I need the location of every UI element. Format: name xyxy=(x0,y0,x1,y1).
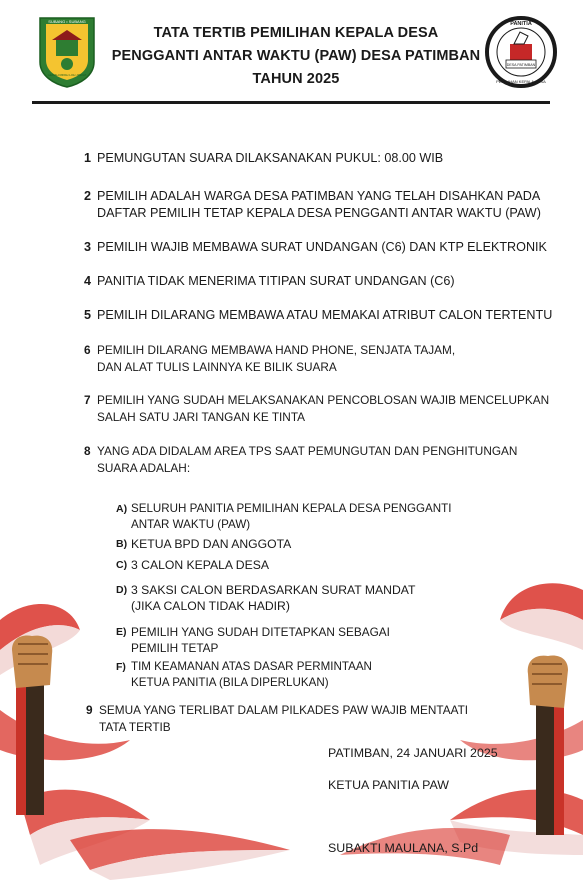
sub-item-label: A) xyxy=(116,503,128,515)
svg-text:SUBANG • SUBANG: SUBANG • SUBANG xyxy=(48,19,86,24)
rule-number: 6 xyxy=(84,343,91,357)
signature-place-date: PATIMBAN, 24 JANUARI 2025 xyxy=(328,746,498,760)
title-line-2: PENGGANTI ANTAR WAKTU (PAW) DESA PATIMBAN xyxy=(111,48,481,64)
rule-number: 1 xyxy=(84,151,92,165)
rule-text: SEMUA YANG TERLIBAT DALAM PILKADES PAW WAJIB MENTAATI xyxy=(99,703,469,717)
signature-position: KETUA PANITIA PAW xyxy=(328,778,449,792)
rule-number: 9 xyxy=(86,703,93,717)
sub-item-label: C) xyxy=(116,559,128,571)
sub-item-text: (JIKA CALON TIDAK HADIR) xyxy=(131,599,290,613)
rule-text: PANITIA TIDAK MENERIMA TITIPAN SURAT UNDANGAN (C6) xyxy=(97,274,455,288)
rule-text: TATA TERTIB xyxy=(99,720,171,734)
sub-item-text: ANTAR WAKTU (PAW) xyxy=(131,518,251,531)
rule-number: 5 xyxy=(84,308,92,322)
rule-text: YANG ADA DIDALAM AREA TPS SAAT PEMUNGUTAN DAN PENGHITUNGAN xyxy=(97,444,518,458)
election-committee-emblem-icon xyxy=(484,14,558,90)
rule-text: SALAH SATU JARI TANGAN KE TINTA xyxy=(97,410,306,424)
document-header xyxy=(0,0,583,106)
sub-item-text: PEMILIH YANG SUDAH DITETAPKAN SEBAGAI xyxy=(131,625,390,639)
rule-text: PEMILIH DILARANG MEMBAWA HAND PHONE, SENJATA TAJAM, xyxy=(97,343,456,357)
sub-item-label: F) xyxy=(116,661,126,673)
header-divider xyxy=(32,101,550,104)
svg-text:PANITIA: PANITIA xyxy=(510,21,532,27)
svg-text:PEMILIHAN KEPALA DESA: PEMILIHAN KEPALA DESA xyxy=(496,79,546,84)
sub-item-label: D) xyxy=(116,584,128,596)
rule-number: 8 xyxy=(84,444,91,458)
signature-name: SUBAKTI MAULANA, S.Pd xyxy=(328,841,479,855)
title-line-1: TATA TERTIB PEMILIHAN KEPALA DESA xyxy=(153,25,439,41)
rule-text: PEMILIH WAJIB MEMBAWA SURAT UNDANGAN (C6) DAN KTP ELEKTRONIK xyxy=(97,240,547,254)
sub-item-text: TIM KEAMANAN ATAS DASAR PERMINTAAN xyxy=(131,660,372,673)
rule-text: PEMILIH YANG SUDAH MELAKSANAKAN PENCOBLOSAN WAJIB MENCELUPKAN xyxy=(97,393,550,407)
rule-text: DAFTAR PEMILIH TETAP KEPALA DESA PENGGANTI ANTAR WAKTU (PAW) xyxy=(97,206,541,220)
sub-item-text: SELURUH PANITIA PEMILIHAN KEPALA DESA PENGGANTI xyxy=(131,502,452,515)
sub-item-label: B) xyxy=(116,538,128,550)
rule-text: PEMUNGUTAN SUARA DILAKSANAKAN PUKUL: 08.00 WIB xyxy=(97,151,444,165)
rule-number: 2 xyxy=(84,189,92,203)
sub-item-text: 3 SAKSI CALON BERDASARKAN SURAT MANDAT xyxy=(131,583,416,597)
rule-text: PEMILIH DILARANG MEMBAWA ATAU MEMAKAI ATRIBUT CALON TERTENTU xyxy=(97,308,553,322)
sub-item-text: KETUA PANITIA (BILA DIPERLUKAN) xyxy=(131,676,329,689)
rule-text: PEMILIH ADALAH WARGA DESA PATIMBAN YANG TELAH DISAHKAN PADA xyxy=(97,189,541,203)
raised-fist-right-icon xyxy=(522,650,572,840)
title-line-3: TAHUN 2025 xyxy=(252,71,340,87)
rule-text: DAN ALAT TULIS LAINNYA KE BILIK SUARA xyxy=(97,360,337,374)
rule-number: 3 xyxy=(84,240,92,254)
sub-item-text: KETUA BPD DAN ANGGOTA xyxy=(131,537,292,551)
rule-number: 7 xyxy=(84,393,91,407)
document-title xyxy=(110,22,482,91)
sub-item-text: 3 CALON KEPALA DESA xyxy=(131,558,269,572)
rule-number: 4 xyxy=(84,274,92,288)
svg-text:DESA PATIMBAN: DESA PATIMBAN xyxy=(506,63,536,67)
svg-text:GEMAH RIPAH LOH JINAWI: GEMAH RIPAH LOH JINAWI xyxy=(47,73,87,77)
sub-item-text: PEMILIH TETAP xyxy=(131,641,219,655)
rule-text: SUARA ADALAH: xyxy=(97,461,191,475)
sub-item-label: E) xyxy=(116,626,127,638)
regency-crest-icon xyxy=(38,14,96,88)
raised-fist-left-icon xyxy=(8,630,58,820)
